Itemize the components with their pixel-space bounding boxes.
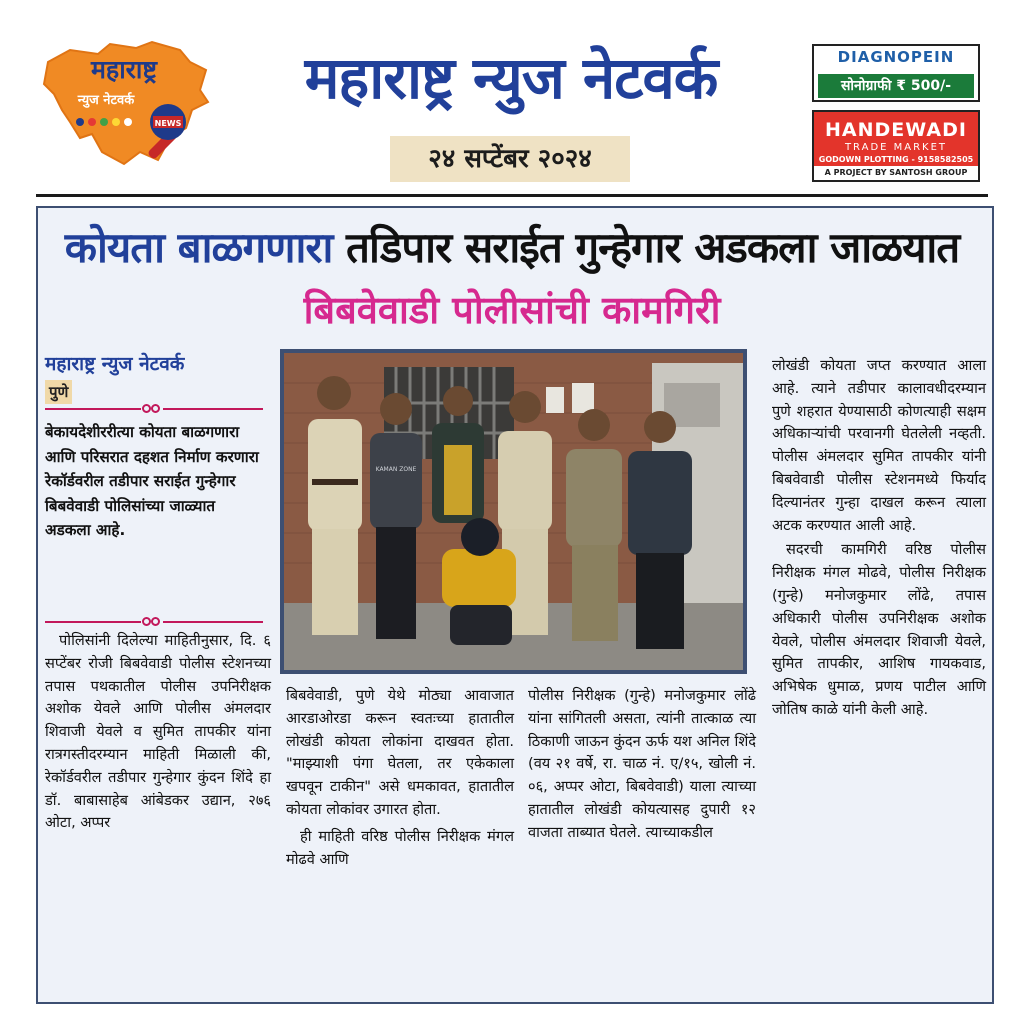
news-photo [280,349,747,674]
article-column-3 [528,685,756,995]
mic-news-label: NEWS [154,119,182,128]
ad-handewadi-footer: A PROJECT BY SANTOSH GROUP [814,166,978,180]
article-headline [0,218,1024,278]
header-divider [36,194,988,197]
masthead-title: महाराष्ट्र न्युज नेटवर्क [304,44,718,112]
article-byline: महाराष्ट्र न्युज नेटवर्क [45,353,185,375]
logo-title: महाराष्ट्र [90,55,158,84]
column-2-paragraph-1: बिबवेवाडी, पुणे येथे मोठ्या आवाजात आरडाओरडा करून स्वतःच्या हातातील लोखंडी कोयता लोकांना दाखवत होता. "माझ्याशी पंगा घेतला, तर एकेकाला खपवून टाकीन" असे धमकावत, हातातील कोयता लोकांवर उगारत होता. [286,687,514,818]
column-4-paragraph-2: सदरची कामगिरी वरिष्ठ पोलीस निरीक्षक मंगल मोढवे, पोलीस निरीक्षक (गुन्हे) मनोजकुमार लोंढे, तपास अधिकारी पोलीस उपनिरीक्षक अशोक येवले, पोलीस अंमलदार शिवाजी येवले, सुमित तापकीर, आशिष गायकवाड, अभिषेक धुमाळ, प्रणय पाटील आणि जोतिष काळे यांनी केली आहे. [772,541,986,718]
column-2-paragraph-2: ही माहिती वरिष्ठ पोलीस निरीक्षक मंगल मोढवे आणि [286,827,514,868]
ad-diagnopein[interactable] [812,44,980,102]
article-lead: बेकायदेशीररीत्या कोयता बाळगणारा आणि परिसरात दहशत निर्माण करणारा रेकॉर्डवरील तडीपार सराईत गुन्हेगार बिबवेवाडी पोलिसांच्या जाळ्यात अडकला आहे. [45,423,259,539]
ad-handewadi-subtitle: TRADE MARKET [844,142,948,153]
shirt-text: KAMAN ZONE [375,466,417,473]
brand-logo [40,40,212,168]
ad-handewadi-tagline: GODOWN PLOTTING - 9158582505 [818,155,974,164]
ornament-divider [45,402,263,416]
column-4-paragraph-1: लोखंडी कोयता जप्त करण्यात आला आहे. त्याने तडीपार कालावधीदरम्यान पुणे शहरात येण्यासाठी कोणत्याही सक्षम अधिकाऱ्यांची परवानगी घेतलेली नव्हती. पोलीस अंमलदार सुमित तापकीर यांनी बिबवेवाडी पोलीस स्टेशनमध्ये फिर्याद दिल्यानंतर गुन्हा दाखल करून त्याला अटक करण्यात आली आहे. [772,357,986,534]
ad-handewadi-name: HANDEWADI [825,119,967,141]
column-1-paragraph: पोलिसांनी दिलेल्या माहितीनुसार, दि. ६ सप्टेंबर रोजी बिबवेवाडी पोलीस स्टेशनच्या तपास पथकातील पोलीस उपनिरीक्षक अशोक येवले आणि पोलीस अंमलदार शिवाजी येवले व सुमित तापकीर यांना रात्रगस्तीदरम्यान माहिती मिळाली की, रेकॉर्डवरील तडीपार गुन्हेगार कुंदन शिंदे हा डॉ. बाबासाहेब आंबेडकर उद्यान, २७६ ओटा, अप्पर [45,632,271,832]
ornament-divider [45,615,263,629]
article-column-4 [772,355,986,995]
article-column-1 [45,630,271,995]
column-3-paragraph: पोलीस निरीक्षक (गुन्हे) मनोजकुमार लोंढे यांना सांगितली असता, त्यांनी तात्काळ त्या ठिकाणी जाऊन कुंदन ऊर्फ यश अनिल शिंदे (वय २१ वर्षे, रा. चाळ नं. ए/१५, खोली नं. ०६, अप्पर ओटा, बिबवेवाडी) याला त्याच्या हातातील लोखंडी कोयत्यासह दुपारी १२ वाजता ताब्यात घेतले. त्याच्याकडील [528,687,756,841]
ad-diagnopein-offer: सोनोग्राफी ₹ 500/- [818,74,974,98]
article-column-2 [286,685,514,995]
ad-handewadi[interactable] [812,110,980,182]
headline-part-2: तडिपार सराईत गुन्हेगार अडकला जाळयात [346,223,960,272]
logo-subtitle: न्युज नेटवर्क [77,93,135,108]
article-subheadline: बिबवेवाडी पोलीसांची कामगिरी [303,288,721,332]
location-tag: पुणे [45,380,72,404]
issue-date: २४ सप्टेंबर २०२४ [390,136,630,182]
ad-diagnopein-brand: DIAGNOPEIN [837,48,955,66]
headline-part-1: कोयता बाळगणारा [64,223,333,272]
